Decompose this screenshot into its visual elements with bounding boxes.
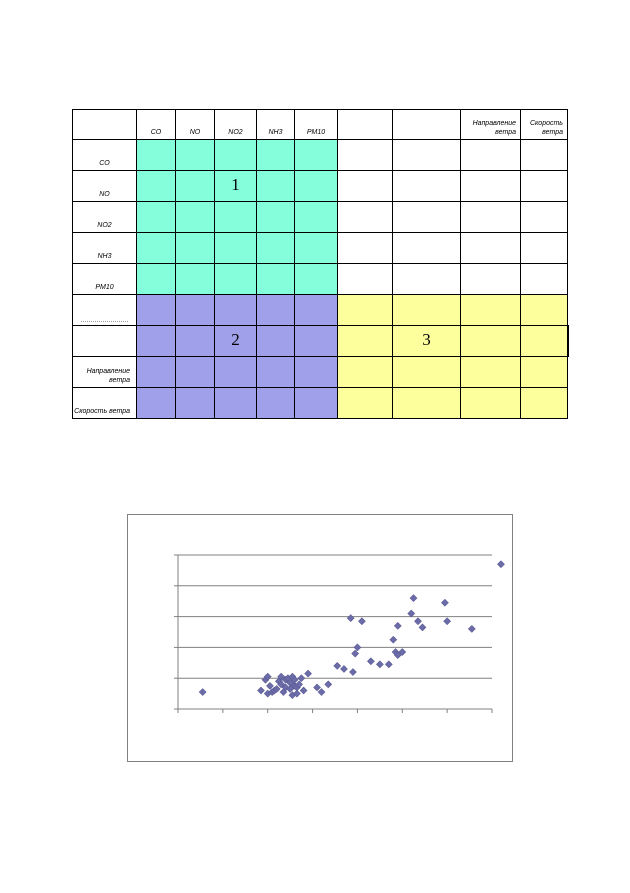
cell xyxy=(295,388,338,419)
cell xyxy=(137,295,176,326)
cell xyxy=(521,171,568,202)
header-row xyxy=(73,110,569,140)
data-point xyxy=(304,670,311,677)
cell xyxy=(176,264,215,295)
cell xyxy=(215,264,257,295)
row-header-pm10: PM10 xyxy=(73,264,137,295)
cell xyxy=(393,295,461,326)
data-point xyxy=(257,687,264,694)
table-row xyxy=(73,264,569,295)
cell xyxy=(176,202,215,233)
row-header-blank-1 xyxy=(73,295,137,326)
cell xyxy=(393,233,461,264)
cell xyxy=(137,388,176,419)
cell xyxy=(338,140,393,171)
table-row xyxy=(73,140,569,171)
scatter-chart xyxy=(128,515,512,761)
cell xyxy=(137,140,176,171)
data-point xyxy=(394,622,401,629)
cell xyxy=(176,233,215,264)
data-point xyxy=(376,661,383,668)
cell xyxy=(338,202,393,233)
col-header-blank-2 xyxy=(393,110,461,140)
cell xyxy=(521,326,568,357)
cell xyxy=(295,264,338,295)
cell xyxy=(393,388,461,419)
data-point xyxy=(410,595,417,602)
block-3-label: 3 xyxy=(422,330,431,349)
cell xyxy=(257,388,295,419)
table-row xyxy=(73,233,569,264)
block-1-cell xyxy=(215,171,257,202)
cell xyxy=(338,357,393,388)
col-header-wind-direction: Направление ветра xyxy=(461,110,521,140)
data-point xyxy=(347,615,354,622)
cell xyxy=(176,140,215,171)
cell xyxy=(295,295,338,326)
col-header-pm10: PM10 xyxy=(295,110,338,140)
cell xyxy=(338,171,393,202)
cell xyxy=(393,264,461,295)
cell xyxy=(461,264,521,295)
data-point xyxy=(199,688,206,695)
cell xyxy=(257,264,295,295)
data-point xyxy=(468,625,475,632)
cell xyxy=(215,388,257,419)
data-point xyxy=(441,599,448,606)
corner-cell xyxy=(73,110,137,140)
col-header-blank-1 xyxy=(338,110,393,140)
cell xyxy=(461,357,521,388)
cell xyxy=(393,202,461,233)
cell xyxy=(215,357,257,388)
col-header-wind-speed: Скорость ветра xyxy=(521,110,568,140)
cell xyxy=(295,357,338,388)
data-point xyxy=(497,561,504,568)
table-row xyxy=(73,202,569,233)
cell xyxy=(137,326,176,357)
data-point xyxy=(340,665,347,672)
row-header-no2: NO2 xyxy=(73,202,137,233)
cell xyxy=(137,171,176,202)
cell xyxy=(521,264,568,295)
data-point xyxy=(300,687,307,694)
data-point xyxy=(419,624,426,631)
cell xyxy=(393,357,461,388)
correlation-matrix-table xyxy=(72,109,569,419)
cell xyxy=(393,171,461,202)
cell xyxy=(461,140,521,171)
data-point xyxy=(349,668,356,675)
cell xyxy=(461,326,521,357)
cell xyxy=(257,233,295,264)
col-header-no2: NO2 xyxy=(215,110,257,140)
cell xyxy=(393,140,461,171)
data-point xyxy=(444,618,451,625)
cell xyxy=(257,202,295,233)
cell xyxy=(295,202,338,233)
cell xyxy=(338,326,393,357)
cell xyxy=(137,202,176,233)
data-point xyxy=(414,618,421,625)
cell xyxy=(215,295,257,326)
data-point xyxy=(334,662,341,669)
cell xyxy=(338,233,393,264)
cell xyxy=(338,264,393,295)
cell xyxy=(257,140,295,171)
block-3-cell xyxy=(393,326,461,357)
cell xyxy=(257,171,295,202)
cell xyxy=(257,326,295,357)
cell xyxy=(521,233,568,264)
cell xyxy=(257,357,295,388)
block-2-label: 2 xyxy=(231,330,240,349)
cell xyxy=(215,233,257,264)
data-point xyxy=(318,688,325,695)
data-point xyxy=(385,661,392,668)
cell xyxy=(295,233,338,264)
cell xyxy=(521,388,568,419)
cell xyxy=(461,388,521,419)
block-2-cell xyxy=(215,326,257,357)
cell xyxy=(137,357,176,388)
row-header-no: NO xyxy=(73,171,137,202)
data-point xyxy=(325,681,332,688)
row-header-nh3: NH3 xyxy=(73,233,137,264)
table-row xyxy=(73,357,569,388)
col-header-nh3: NH3 xyxy=(257,110,295,140)
cell xyxy=(257,295,295,326)
cell xyxy=(521,202,568,233)
cell xyxy=(295,140,338,171)
data-point xyxy=(313,684,320,691)
cell xyxy=(461,295,521,326)
cell xyxy=(215,202,257,233)
cell xyxy=(461,171,521,202)
col-header-co: CO xyxy=(137,110,176,140)
data-point xyxy=(358,618,365,625)
cell xyxy=(338,295,393,326)
cell xyxy=(461,202,521,233)
data-point xyxy=(390,636,397,643)
cell xyxy=(521,140,568,171)
data-point xyxy=(367,658,374,665)
cell xyxy=(295,326,338,357)
cell xyxy=(176,295,215,326)
table-row xyxy=(73,326,569,357)
cell xyxy=(176,388,215,419)
row-header-wind-direction: Направление ветра xyxy=(73,357,137,388)
faint-text-placeholder xyxy=(81,321,128,323)
row-header-wind-speed: Скорость ветра xyxy=(73,388,137,419)
cell xyxy=(215,140,257,171)
row-header-blank-2 xyxy=(73,326,137,357)
table-row xyxy=(73,171,569,202)
cell xyxy=(137,233,176,264)
cell xyxy=(176,326,215,357)
cell xyxy=(176,357,215,388)
cell xyxy=(176,171,215,202)
block-1-label: 1 xyxy=(231,175,240,194)
cell xyxy=(568,326,569,357)
table-row xyxy=(73,388,569,419)
cell xyxy=(137,264,176,295)
table-row xyxy=(73,295,569,326)
cell xyxy=(338,388,393,419)
data-point xyxy=(408,610,415,617)
scatter-chart-frame xyxy=(127,514,513,762)
cell xyxy=(521,295,568,326)
col-header-no: NO xyxy=(176,110,215,140)
cell xyxy=(461,233,521,264)
cell xyxy=(295,171,338,202)
row-header-co: CO xyxy=(73,140,137,171)
cell xyxy=(521,357,568,388)
